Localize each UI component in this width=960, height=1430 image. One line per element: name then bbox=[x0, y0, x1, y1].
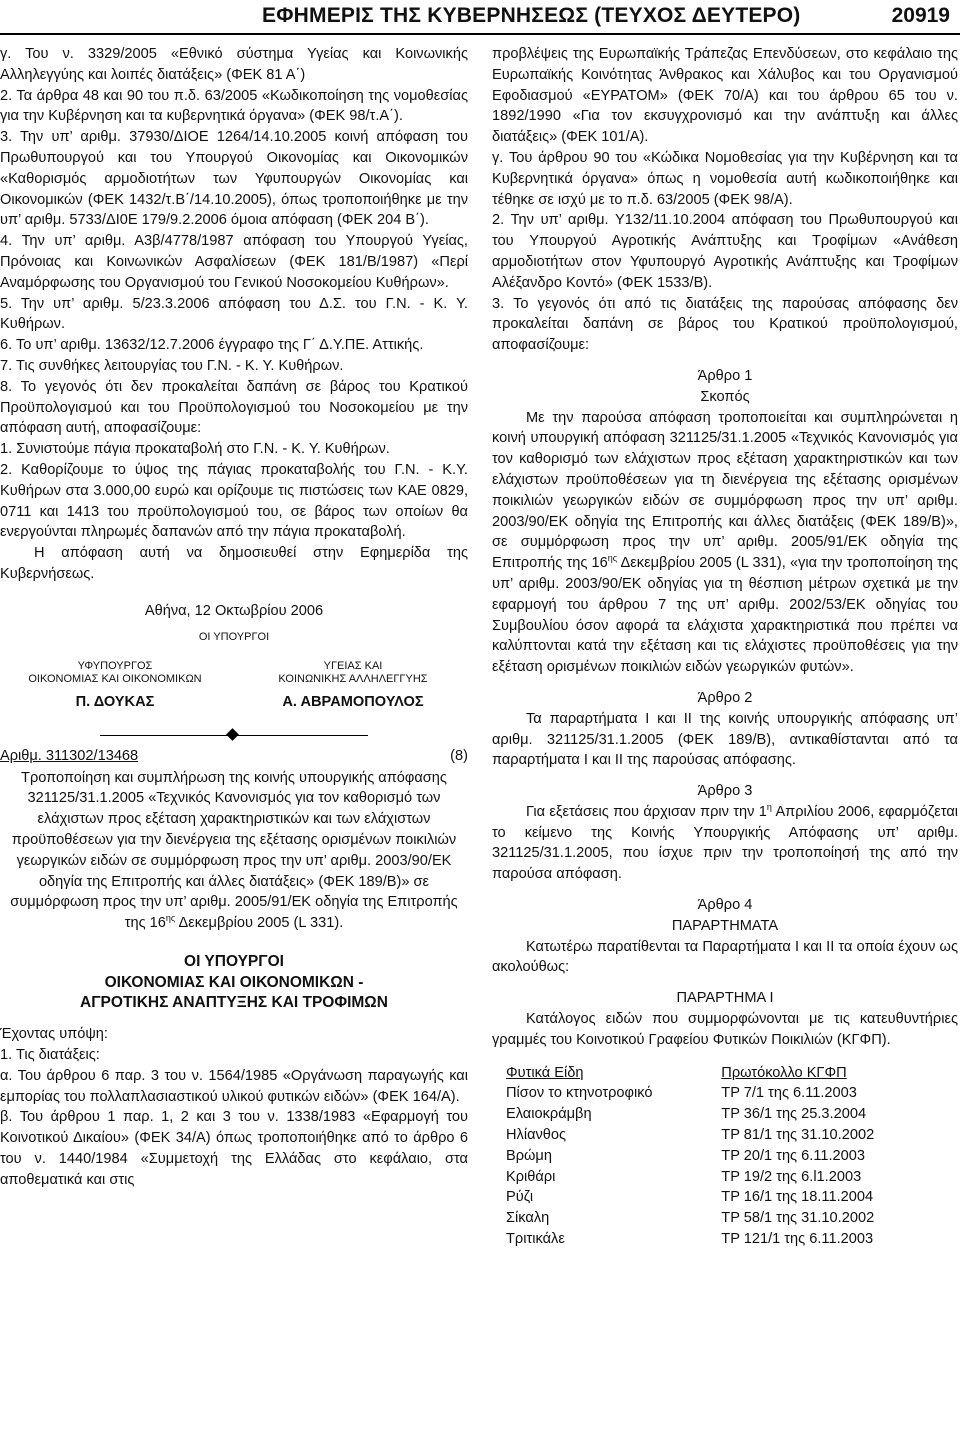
table-row bbox=[506, 1229, 946, 1250]
article-heading: Άρθρο 3 bbox=[697, 783, 753, 800]
paragraph: Έχοντας υπόψη: bbox=[0, 1026, 108, 1043]
signature-title: ΟΙΚΟΝΟΜΙΑΣ ΚΑΙ ΟΙΚΟΝΟΜΙΚΩΝ bbox=[28, 672, 202, 685]
article-heading: Άρθρο 1 bbox=[697, 367, 753, 384]
paragraph: γ. Του ν. 3329/2005 «Εθνικό σύστημα Υγείας και Κοινωνικής Αλληλεγγύης και λοιπές διατάξεις» (ΦΕΚ 81 Α΄) bbox=[0, 46, 468, 83]
protocol-cell: ΤΡ 58/1 της 31.10.2002 bbox=[721, 1210, 875, 1227]
signature-block bbox=[0, 660, 230, 709]
species-cell: Τριτικάλε bbox=[506, 1231, 565, 1248]
gazette-title: ΕΦΗΜΕΡΙΣ ΤΗΣ ΚΥΒΕΡΝΗΣΕΩΣ (ΤΕΥΧΟΣ ΔΕΥΤΕΡΟ) bbox=[262, 4, 801, 27]
right-column bbox=[492, 44, 958, 1250]
separator bbox=[0, 728, 468, 742]
heading: ΑΓΡΟΤΙΚΗΣ ΑΝΑΠΤΥΞΗΣ ΚΑΙ ΤΡΟΦΙΜΩΝ bbox=[80, 994, 388, 1012]
paragraph: Τα παραρτήματα Ι και ΙΙ της κοινής υπουργικής απόφασης υπ’ αριθμ. 321125/31.1.2005 (ΦΕΚ 189/Β), αντικαθίστανται από τα παραρτήματα Ι και ΙΙ της παρούσας απόφασης. bbox=[492, 710, 958, 769]
heading: ΟΙΚΟΝΟΜΙΑΣ ΚΑΙ ΟΙΚΟΝΟΜΙΚΩΝ - bbox=[104, 973, 364, 991]
left-column bbox=[0, 44, 468, 1191]
column-header: Πρωτόκολλο ΚΓΦΠ bbox=[721, 1064, 847, 1081]
article-title: Σκοπός bbox=[700, 388, 750, 405]
paragraph: 1. Τις διατάξεις: bbox=[0, 1047, 100, 1064]
protocol-cell: ΤΡ 19/2 της 6.l1.2003 bbox=[721, 1168, 862, 1185]
paragraph: 3. Το γεγονός ότι από τις διατάξεις της παρούσας απόφασης δεν προκαλείται δαπάνη σε βάρος του Κρατικού προϋπολογισμού, αποφασίζουμε: bbox=[492, 295, 958, 354]
species-cell: Κριθάρι bbox=[506, 1168, 556, 1185]
paragraph: Κατωτέρω παρατίθενται τα Παραρτήματα Ι και ΙΙ τα οποία έχουν ως ακολούθως: bbox=[492, 938, 958, 976]
paragraph: 3. Την υπ’ αριθμ. 37930/ΔΙΟΕ 1264/14.10.2005 κοινή απόφαση του Πρωθυπουργού και του Υπουργού Οικονομίας και Οικονομικών «Καθορισμός αρμοδιοτήτων των Υφυπουργών Οικονομίας και Οικονομικών (ΦΕΚ 1432/τ.Β΄/14.10.2005), όπως τροποποιήθηκε με την υπ’ αριθμ. 5733/ΔΙ0Ε 179/9.2.2006 όμοια απόφαση (ΦΕΚ 204 Β΄). bbox=[0, 129, 468, 229]
signature-block bbox=[238, 660, 468, 709]
paragraph: προβλέψεις της Ευρωπαϊκής Τράπεζας Επενδύσεων, στο κεφάλαιο της Ευρωπαϊκής Κοινότητας Άνθρακος και Χάλυβος και του Οργανισμού Εφοδιασμού «ΕΥΡΑΤΟΜ» (ΦΕΚ 70/Α) και του άρθρου 65 του ν. 1892/1990 «Για τον εκσυγχρονισμό και την ανάπτυξη και άλλες διατάξεις» (ΦΕΚ 101/Α). bbox=[492, 46, 958, 146]
protocol-cell: ΤΡ 121/1 της 6.11.2003 bbox=[721, 1231, 874, 1248]
ministers-label: ΟΙ ΥΠΟΥΡΓΟΙ bbox=[198, 630, 270, 643]
diamond-icon bbox=[226, 728, 239, 741]
table-row bbox=[506, 1083, 946, 1104]
heading: ΟΙ ΥΠΟΥΡΓΟΙ bbox=[184, 952, 284, 970]
date-place: Αθήνα, 12 Οκτωβρίου 2006 bbox=[144, 602, 324, 619]
paragraph: Η απόφαση αυτή να δημοσιευθεί στην Εφημερίδα της Κυβερνήσεως. bbox=[0, 545, 468, 582]
signature-name: Α. ΑΒΡΑΜΟΠΟΥΛΟΣ bbox=[282, 693, 424, 710]
table-row bbox=[506, 1146, 946, 1167]
article-heading: Άρθρο 4 bbox=[697, 897, 753, 914]
paragraph: β. Του άρθρου 1 παρ. 1, 2 και 3 του ν. 1338/1983 «Εφαρμογή του Κοινοτικού Δικαίου» (ΦΕΚ 34/Α) όπως τροποποιήθηκε από το άρθρο 6 του ν. 1440/1984 «Συμμετοχή της Ελλάδας στο κεφάλαιο, στα αποθεματικά και στις bbox=[0, 1109, 468, 1188]
table-row bbox=[506, 1208, 946, 1229]
table-header-row bbox=[506, 1063, 946, 1084]
header-rule bbox=[0, 33, 960, 35]
paragraph: 8. Το γεγονός ότι δεν προκαλείται δαπάνη σε βάρος του Κρατικού Προϋπολογισμού και του Προϋπολογισμού του Νοσοκομείου με την απόφαση αυτή, αποφασίζουμε: bbox=[0, 378, 468, 437]
paragraph: Με την παρούσα απόφαση τροποποιείται και συμπληρώνεται η κοινή υπουργική απόφαση 321125/31.1.2005 «Τεχνικός Κανονισμός για τον καθορισμό των ελάχιστων προς εξέταση χαρακτηριστικών και των ελάχιστων προϋποθέσεων για τη διενέργεια της εξέτασης ορισμένων ποικιλιών γεωργικών ειδών σε συμμόρφωση προς την υπ’ αριθμ. 2003/90/ΕΚ οδηγία της Επιτροπής και άλλες διατάξεις (ΦΕΚ 189/Β)», σε συμμόρφωση προς την υπ’ αριθμ. 2005/91/ΕΚ οδηγία της Επιτροπής της $16^{\eta\varsigma}$ Δεκεμβρίου 2005 (L 331), «για την τροποποίηση της υπ’ αριθμ. 2003/90/ΕΚ οδηγίας για τη θέσπιση μέτρων σχετικά με την εφαρμογή του άρθρου 7 της υπ’ αριθμ. 2002/53/ΕΚ οδηγίας του Συμβουλίου όσον αφορά τα ελάχιστα χαρακτηριστικά που πρέπει να καλύπτονται κατά την εξέταση και τις ελάχιστες προϋποθέσεις για την εξέταση ορισμένων ποικιλιών ειδών γεωργικών φυτών». bbox=[492, 409, 958, 676]
table-row bbox=[506, 1187, 946, 1208]
decision-number: Αριθμ. 311302/13468 bbox=[0, 747, 139, 764]
signature-title: ΥΓΕΙΑΣ ΚΑΙ bbox=[323, 659, 383, 672]
protocol-cell: ΤΡ 81/1 της 31.10.2002 bbox=[721, 1127, 875, 1144]
protocol-cell: ΤΡ 36/1 της 25.3.2004 bbox=[721, 1106, 867, 1123]
decision-subject: Τροποποίηση και συμπλήρωση της κοινής υπουργικής απόφασης 321125/31.1.2005 «Τεχνικός Κανονισμός για τον καθορισμό των ελάχιστων προς εξέταση χαρακτηριστικών και των ελάχιστων προϋποθέσεων για την διενέργεια της εξέτασης ορισμένων ποικιλιών γεωργικών ειδών σε συμμόρφωση προς την υπ’ αριθμ. 2003/90/ΕΚ οδηγία της Επιτροπής και άλλες διατάξεις» (ΦΕΚ 189/Β)» σε συμμόρφωση προς την υπ’ αριθμ. 2005/91/ΕΚ οδηγία της Επιτροπής της $16^{\eta\varsigma}$ Δεκεμβρίου 2005 (L 331). bbox=[10, 769, 458, 932]
paragraph: Για εξετάσεις που άρχισαν πριν την $1^\eta$ Απριλίου 2006, εφαρμόζεται το κείμενο της Κοινής Υπουργικής Απόφασης υπ’ αριθμ. 321125/31.1.2005, που ίσχυε πριν την τροποποίησή της από την παρούσα απόφαση. bbox=[492, 802, 958, 883]
species-cell: Ρύζι bbox=[506, 1189, 534, 1206]
species-cell: Σίκαλη bbox=[506, 1210, 550, 1227]
protocol-cell: ΤΡ 7/1 της 6.11.2003 bbox=[721, 1085, 857, 1102]
paragraph: Κατάλογος ειδών που συμμορφώνονται με τις κατευθυντήριες γραμμές του Κοινοτικού Γραφείου Φυτικών Ποικιλιών (ΚΓΦΠ). bbox=[492, 1011, 958, 1048]
signature-title: ΥΦΥΠΟΥΡΓΟΣ bbox=[77, 659, 153, 672]
paragraph: 2. Τα άρθρα 48 και 90 του π.δ. 63/2005 «Κωδικοποίηση της νομοθεσίας για την Κυβέρνηση και τα κυβερνητικά όργανα» (ΦΕΚ 98/τ.Α΄). bbox=[0, 87, 468, 125]
page-header bbox=[0, 0, 960, 36]
paragraph: 1. Συνιστούμε πάγια προκαταβολή στο Γ.Ν. - Κ. Υ. Κυθήρων. bbox=[0, 441, 390, 458]
table-row bbox=[506, 1125, 946, 1146]
table-row bbox=[506, 1104, 946, 1125]
signature-title: ΚΟΙΝΩΝΙΚΗΣ ΑΛΛΗΛΕΓΓΥΗΣ bbox=[278, 672, 428, 685]
paragraph: 2. Την υπ’ αριθμ. Υ132/11.10.2004 απόφαση του Πρωθυπουργού και του Υπουργού Αγροτικής Ανάπτυξης και Τροφίμων «Ανάθεση αρμοδιοτήτων στον Υφυπουργό Αγροτικής Ανάπτυξης και Τροφίμων Αλέξανδρο Κοντό» (ΦΕΚ 1533/Β). bbox=[492, 212, 958, 291]
signature-name: Π. ΔΟΥΚΑΣ bbox=[75, 693, 155, 710]
species-cell: Ελαιοκράμβη bbox=[506, 1106, 592, 1123]
paragraph: α. Του άρθρου 6 παρ. 3 του ν. 1564/1985 «Οργάνωση παραγωγής και εμπορίας του πολλαπλασιαστικού υλικού φυτικών ειδών» (ΦΕΚ 164/Α). bbox=[0, 1067, 468, 1105]
decision-number-row bbox=[0, 746, 468, 768]
column-header: Φυτικά Είδη bbox=[506, 1064, 584, 1081]
species-table bbox=[506, 1063, 946, 1250]
paragraph: 6. Το υπ’ αριθμ. 13632/12.7.2006 έγγραφο της Γ΄ Δ.Υ.ΠΕ. Αττικής. bbox=[0, 337, 424, 354]
protocol-cell: ΤΡ 16/1 της 18.11.2004 bbox=[721, 1189, 874, 1206]
signatures bbox=[0, 660, 468, 724]
species-cell: Πίσον το κτηνοτροφικό bbox=[506, 1085, 653, 1102]
paragraph: 5. Την υπ’ αριθμ. 5/23.3.2006 απόφαση του Δ.Σ. του Γ.Ν. - Κ. Υ. Κυθήρων. bbox=[0, 295, 468, 333]
paragraph: 2. Καθορίζουμε το ύψος της πάγιας προκαταβολής του Γ.Ν. - Κ.Υ. Κυθήρων στα 3.000,00 ευρώ και ορίζουμε τις πιστώσεις των ΚΑΕ 0829, 0711 και 1413 του προϋπολογισμού του, σε βάρος των οποίων θα ενεργούνται πληρωμές δαπανών από την πάγια προκαταβολή. bbox=[0, 461, 468, 541]
paragraph: 4. Την υπ’ αριθμ. Α3β/4778/1987 απόφαση του Υπουργού Υγείας, Πρόνοιας και Κοινωνικών Ασφαλίσεων (ΦΕΚ 181/Β/1987) «Περί Αναμόρφωσης του Οργανισμού του Γενικού Νοσοκομείου Κυθήρων». bbox=[0, 233, 468, 291]
species-cell: Βρώμη bbox=[506, 1147, 552, 1164]
page-number: 20919 bbox=[891, 4, 950, 27]
protocol-cell: ΤΡ 20/1 της 6.11.2003 bbox=[721, 1147, 865, 1164]
article-title: ΠΑΡΑΡΤΗΜΑΤΑ bbox=[671, 917, 779, 934]
species-cell: Ηλίανθος bbox=[506, 1127, 567, 1144]
annex-heading: ΠΑΡΑΡΤΗΜΑ Ι bbox=[676, 990, 774, 1007]
table-row bbox=[506, 1167, 946, 1188]
paragraph: 7. Τις συνθήκες λειτουργίας του Γ.Ν. - Κ. Υ. Κυθήρων. bbox=[0, 357, 344, 374]
article-heading: Άρθρο 2 bbox=[697, 689, 753, 706]
decision-ref: (8) bbox=[450, 747, 468, 764]
paragraph: γ. Του άρθρου 90 του «Κώδικα Νομοθεσίας για την Κυβέρνηση και τα Κυβερνητικά όργανα» όπως η νομοθεσία αυτή κωδικοποιήθηκε και τέθηκε σε ισχύ με το π.δ. 63/2005 (ΦΕΚ 98/Α). bbox=[492, 149, 958, 208]
